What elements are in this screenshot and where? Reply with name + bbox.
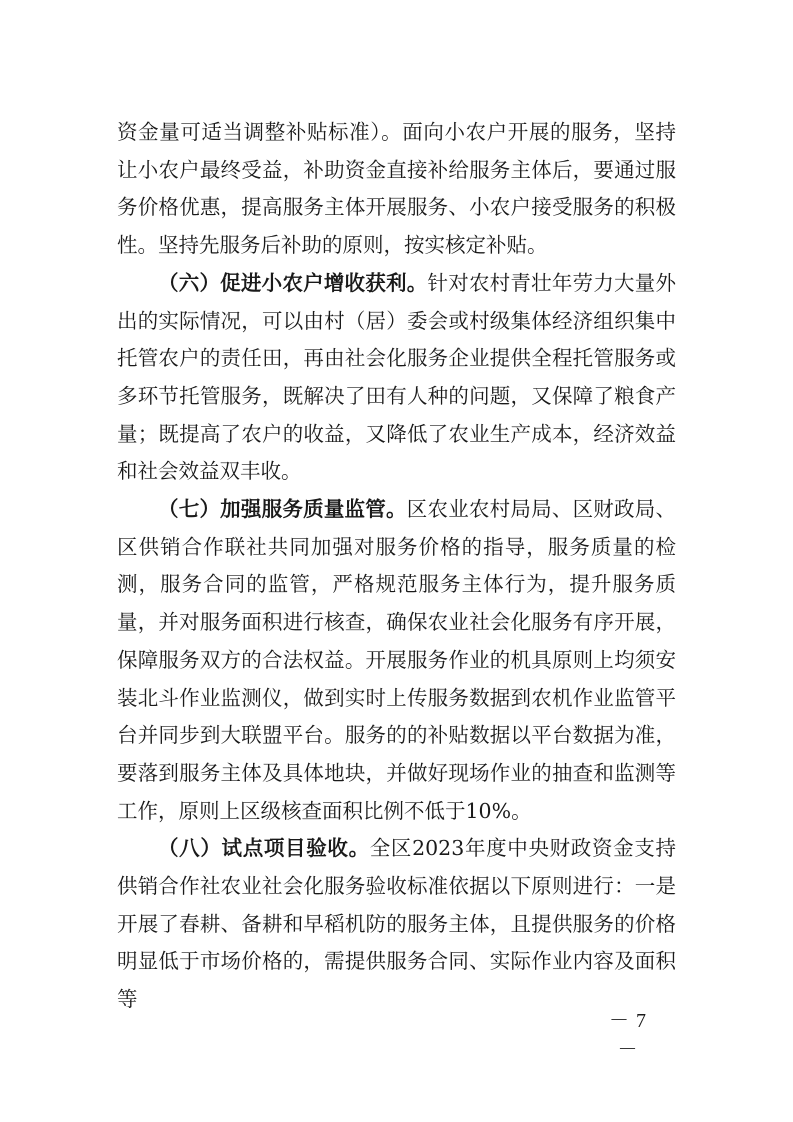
paragraph-continuation: [117, 114, 676, 265]
paragraph-text: 针对农村青壮年劳力大量外出的实际情况，可以由村（居）委会或村级集体经济组织集中托管农户的责任田，再由社会化服务企业提供全程托管服务或多环节托管服务，既解决了田有人种的问题，又保障了粮食产量；既提高了农户的收益，又降低了农业生产成本，经济效益和社会效益双丰收。: [117, 270, 677, 484]
paragraph-text: 区农业农村局局、区财政局、区供销合作联社共同加强对服务价格的指导，服务质量的检测，服务合同的监管，严格规范服务主体行为，提升服务质量，并对服务面积进行核查，确保农业社会化服务有序开展，保障服务双方的合法权益。开展服务作业的机具原则上均须安装北斗作业监测仪，做到实时上传服务数据到农机作业监管平台并同步到大联盟平台。服务的的补贴数据以平台数据为准，要落到服务主体及具体地块，并做好现场作业的抽查和监测等工作，原则上区级核查面积比例不低于10%。: [117, 497, 676, 823]
section-heading: （六）促进小农户增收获利。: [158, 270, 428, 295]
page-number: － 7 －: [609, 1010, 647, 1061]
paragraph-section-6: [117, 265, 676, 491]
paragraph-text: 全区2023年度中央财政资金支持供销合作社农业社会化服务验收标准依据以下原则进行：一是开展了春耕、备耕和早稻机防的服务主体，且提供服务的价格明显低于市场价格的，需提供服务合同、实际作业内容及面积等: [117, 836, 677, 1012]
paragraph-section-8: [117, 830, 676, 1019]
body-text: [117, 114, 676, 1019]
section-heading: （七）加强服务质量监管。: [158, 497, 407, 522]
paragraph-text: 资金量可适当调整补贴标准）。面向小农户开展的服务，坚持让小农户最终受益，补助资金直接补给服务主体后，要通过服务价格优惠，提高服务主体开展服务、小农户接受服务的积极性。坚持先服务后补助的原则，按实核定补贴。: [117, 120, 676, 258]
paragraph-section-7: [117, 491, 676, 830]
section-heading: （八）试点项目验收。: [158, 836, 370, 861]
